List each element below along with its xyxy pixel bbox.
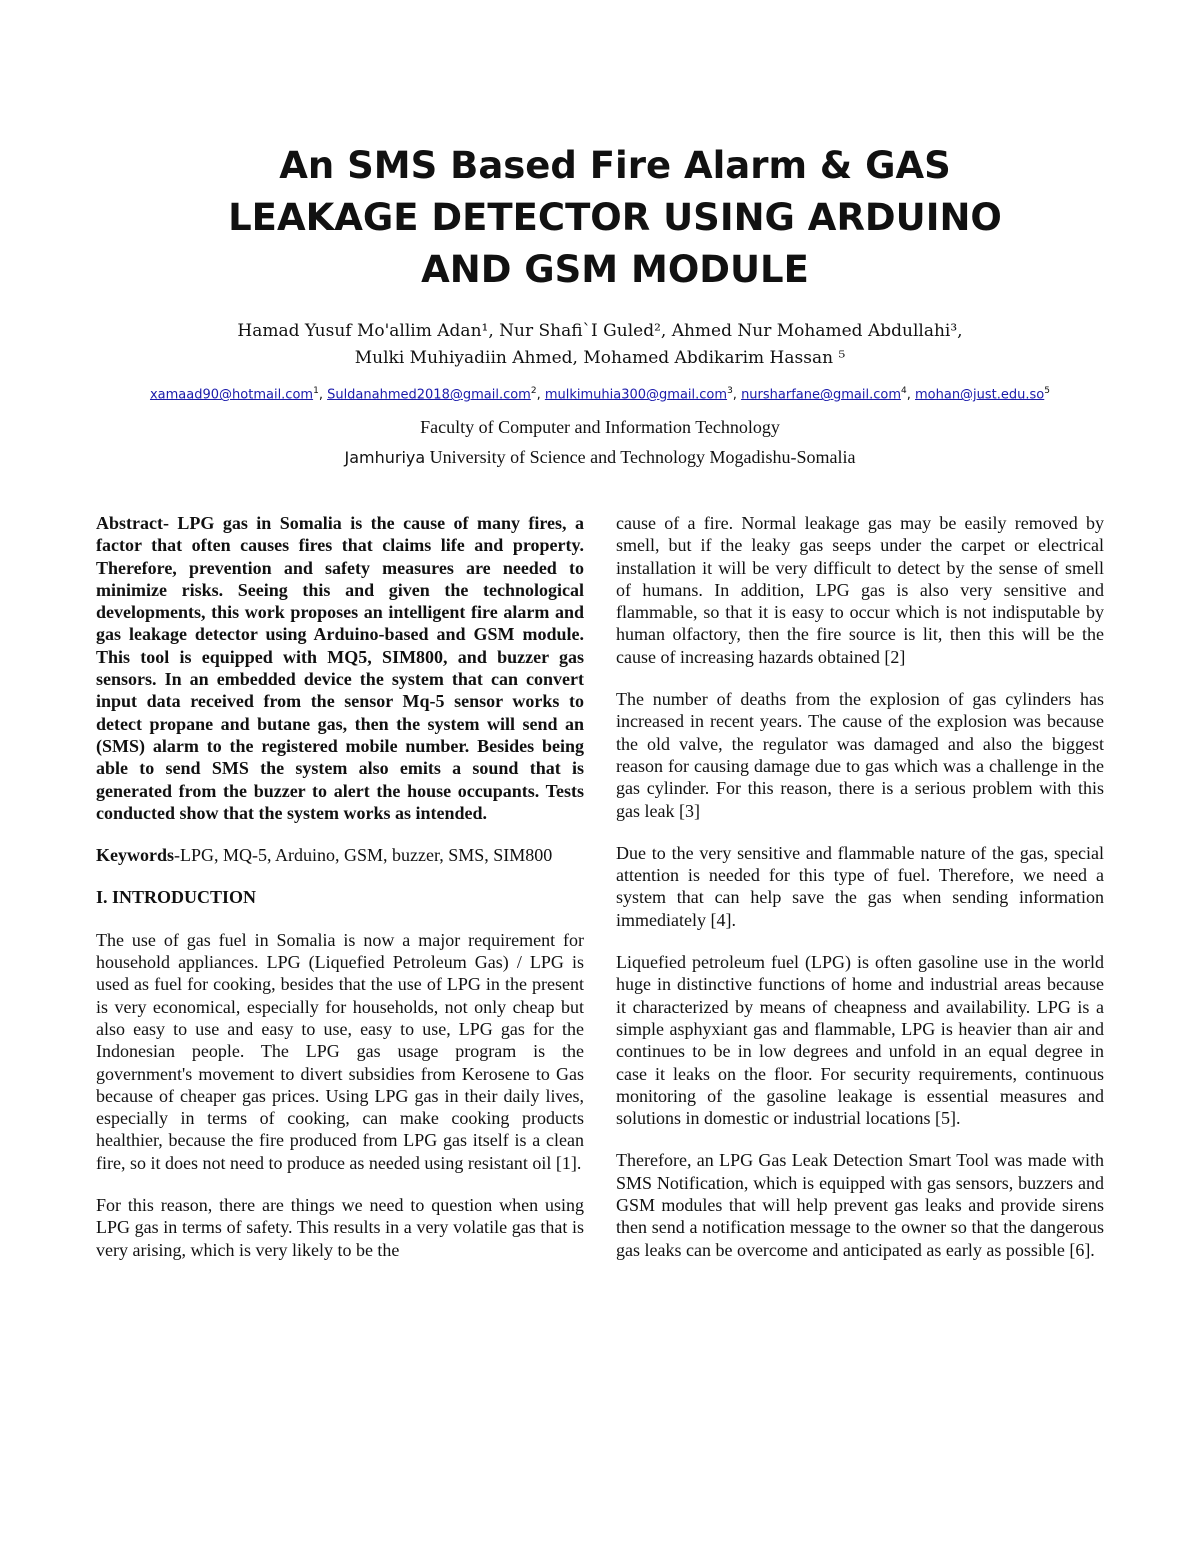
author-list [110,318,1090,372]
university-name-rest: University of Science and Technology Mogadishu-Somalia [425,447,856,467]
right-paragraph-3: Due to the very sensitive and flammable nature of the gas, special attention is needed for this type of fuel. Therefore, we need a system that can help save the gas when sending information immediately [4]. [616,842,1104,930]
email-sup-3: 3 [727,386,733,396]
email-link-1[interactable]: xamaad90@hotmail.com [149,387,314,403]
title-line-3: AND GSM MODULE [421,248,809,291]
email-sup-1: 1 [313,386,319,396]
authors-line-1: Hamad Yusuf Mo'allim Adan¹, Nur Shafi`I Guled², Ahmed Nur Mohamed Abdullahi³, [237,321,963,341]
email-link-5[interactable]: mohan@just.edu.so [915,387,1045,403]
keywords-label: Keywords [96,845,174,866]
title-line-1: An SMS Based Fire Alarm & GAS [279,144,951,187]
university-affiliation [100,447,1100,468]
email-link-4[interactable]: nursharfane@gmail.com [741,387,901,403]
right-paragraph-2: The number of deaths from the explosion of gas cylinders has increased in recent years. The cause of the explosion was because the old valve, the regulator was damaged and also the biggest reason for causing damage due to gas which was a challenge in the gas cylinder. For this reason, there is a serious problem with this gas leak [3] [616,689,1104,821]
email-list: xamaad90@hotmail.com$^1$, Suldanahmed2018@gmail.com$^2$, mulkimuhia300@gmail.com$^3$, nursharfane@gmail.com$^4$, $mohan@just.edu.so^5$ [149,386,1050,403]
section-heading-introduction: I. INTRODUCTION [96,887,257,908]
right-paragraph-5: Therefore, an LPG Gas Leak Detection Smart Tool was made with SMS Notification, which is equipped with gas sensors, buzzers and GSM modules that will help prevent gas leaks and provide sirens then send a notification message to the owner so that the dangerous gas leaks can be overcome and anticipated as early as possible [6]. [616,1150,1104,1260]
university-name-first: Jamhuriya [344,448,426,467]
right-column [616,512,1104,1281]
faculty-affiliation: Faculty of Computer and Information Technology [420,417,780,437]
right-paragraph-1: cause of a fire. Normal leakage gas may be easily removed by smell, but if the leaky gas seeps under the carpet or electrical installation it will be very difficult to detect by the sense of smell of humans. In addition, LPG gas is also very sensitive and flammable, so that it is easy to occur which is not indisputable by human olfactory, then the fire source is lit, then this will be the cause of increasing hazards obtained [2] [616,513,1104,667]
left-column [96,512,584,1281]
email-sup-5: 5 [1044,386,1050,396]
email-sup-4: 4 [901,386,907,396]
keywords-text: -LPG, MQ-5, Arduino, GSM, buzzer, SMS, SIM800 [174,845,553,866]
keywords [96,844,584,866]
authors-line-2: Mulki Muhiyadiin Ahmed, Mohamed Abdikarim Hassan ⁵ [354,348,846,368]
title-line-2: LEAKAGE DETECTOR USING ARDUINO [228,196,1002,239]
intro-paragraph-1: The use of gas fuel in Somalia is now a major requirement for household appliances. LPG (Liquefied Petroleum Gas) / LPG is used as fuel for cooking, besides that the use of LPG in the present is very economical, especially for households, not only cheap but also easy to use and easy to use, easy to use, LPG gas for the Indonesian people. The LPG gas usage program is the government's movement to divert subsidies from Kerosene to Gas because of cheaper gas prices. Using LPG gas in their daily lives, especially in terms of cooking, can make cooking products healthier, because the fire produced from LPG gas itself is a clean fire, so it does not need to produce as needed using resistant oil [1]. [96,929,584,1173]
email-link-3[interactable]: mulkimuhia300@gmail.com [544,387,728,403]
right-paragraph-4: Liquefied petroleum fuel (LPG) is often gasoline use in the world huge in distinctive functions of home and industrial areas because it characterized by means of cheapness and availability. LPG is a simple asphyxiant gas and flammable, LPG is heavier than air and continues to be in low degrees and unfold in an equal degree in case it leaks on the floor. For security requirements, continuous monitoring of the gasoline leakage is essential measures and solutions in domestic or industrial locations [5]. [616,952,1104,1129]
intro-paragraph-2: For this reason, there are things we need to question when using LPG gas in terms of safety. This results in a very volatile gas that is very arising, which is very likely to be the [96,1195,584,1260]
email-link-2[interactable]: Suldanahmed2018@gmail.com [327,387,531,403]
abstract: Abstract- LPG gas in Somalia is the cause of many fires, a factor that often causes fires that claims life and property. Therefore, prevention and safety measures are needed to minimize risks. Seeing this and given the technological developments, this work proposes an intelligent fire alarm and gas leakage detector using Arduino-based and GSM module. This tool is equipped with MQ5, SIM800, and buzzer gas sensors. In an embedded device the system that can convert input data received from the sensor Mq-5 sensor works to detect propane and butane gas, then the system will send an (SMS) alarm to the registered mobile number. Besides being able to send SMS the system also emits a sound that is generated from the buzzer to alert the house occupants. Tests conducted show that the system works as intended. [96,513,584,823]
email-sup-2: 2 [530,386,537,396]
paper-title [150,140,1080,296]
